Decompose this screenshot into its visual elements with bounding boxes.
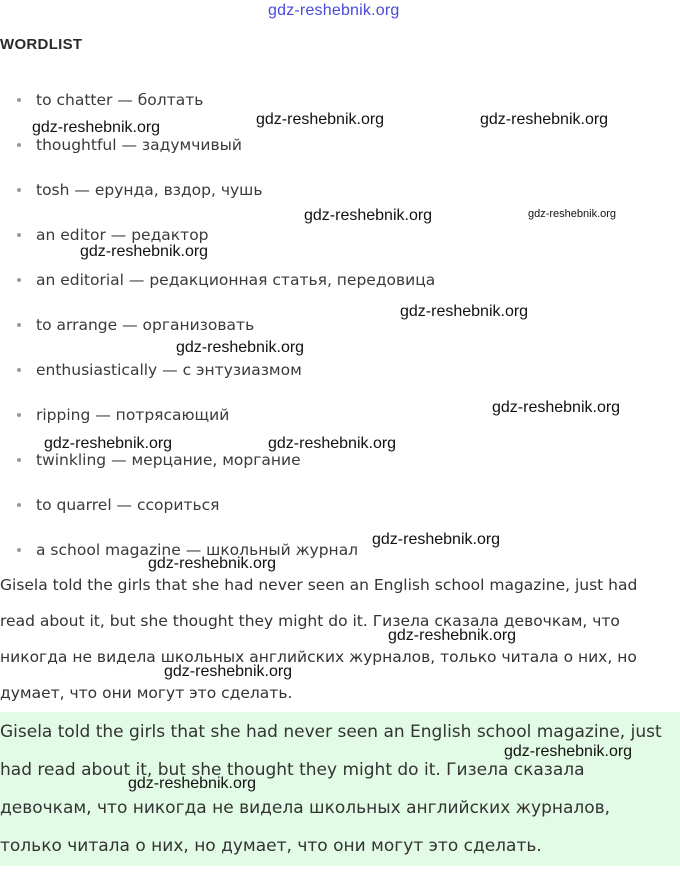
watermark: gdz-reshebnik.org bbox=[256, 111, 385, 128]
wordlist-item-text: twinkling — мерцание, моргание bbox=[36, 451, 301, 469]
watermark: gdz-reshebnik.org bbox=[372, 531, 501, 548]
watermark: gdz-reshebnik.org bbox=[164, 663, 293, 680]
bullet-icon bbox=[17, 548, 21, 552]
watermark: gdz-reshebnik.org bbox=[528, 208, 617, 220]
wordlist-item bbox=[36, 90, 203, 110]
watermark: gdz-reshebnik.org bbox=[388, 627, 517, 644]
wordlist-item-text: to arrange — организовать bbox=[36, 316, 255, 334]
bullet-icon bbox=[17, 503, 21, 507]
paragraph-line: девочкам, что никогда не видела школьных английских журналов, bbox=[0, 798, 611, 818]
bullet-icon bbox=[17, 413, 21, 417]
bullet-icon bbox=[17, 278, 21, 282]
bullet-icon bbox=[17, 143, 21, 147]
site-watermark-link[interactable]: gdz-reshebnik.org bbox=[268, 2, 400, 19]
translation-paragraph bbox=[0, 574, 680, 704]
watermark: gdz-reshebnik.org bbox=[480, 111, 609, 128]
wordlist-heading: WORDLIST bbox=[0, 36, 83, 53]
wordlist-item-text: an editorial — редакционная статья, передовица bbox=[36, 271, 436, 289]
wordlist-item-text: thoughtful — задумчивый bbox=[36, 136, 242, 154]
wordlist-item bbox=[36, 135, 242, 155]
paragraph-line: had read about it, but she thought they might do it. Гизела сказала bbox=[0, 760, 585, 780]
wordlist-item bbox=[36, 450, 301, 470]
wordlist-item bbox=[36, 315, 254, 335]
watermark: gdz-reshebnik.org bbox=[400, 303, 529, 320]
wordlist-item bbox=[36, 180, 262, 200]
watermark: gdz-reshebnik.org bbox=[492, 399, 621, 416]
watermark: gdz-reshebnik.org bbox=[148, 555, 277, 572]
paragraph-line: только читала о них, но думает, что они могут это сделать. bbox=[0, 836, 542, 856]
watermark: gdz-reshebnik.org bbox=[268, 435, 397, 452]
paragraph-line: думает, что они могут это сделать. bbox=[0, 684, 293, 702]
wordlist-item bbox=[36, 405, 229, 425]
wordlist-item-text: to chatter — болтать bbox=[36, 91, 204, 109]
watermark: gdz-reshebnik.org bbox=[176, 339, 305, 356]
watermark: gdz-reshebnik.org bbox=[44, 435, 173, 452]
wordlist-item bbox=[36, 495, 219, 515]
wordlist-item bbox=[36, 270, 435, 290]
paragraph-line: Gisela told the girls that she had never seen an English school magazine, just bbox=[0, 722, 662, 742]
bullet-icon bbox=[17, 233, 21, 237]
bullet-icon bbox=[17, 323, 21, 327]
wordlist-item-text: ripping — потрясающий bbox=[36, 406, 230, 424]
wordlist-item-text: enthusiastically — с энтузиазмом bbox=[36, 361, 302, 379]
wordlist-item bbox=[36, 225, 209, 245]
wordlist-item bbox=[36, 360, 302, 380]
watermark: gdz-reshebnik.org bbox=[128, 775, 257, 792]
bullet-icon bbox=[17, 98, 21, 102]
bullet-icon bbox=[17, 458, 21, 462]
bullet-icon bbox=[17, 368, 21, 372]
watermark: gdz-reshebnik.org bbox=[32, 119, 161, 136]
wordlist-item-text: a school magazine — школьный журнал bbox=[36, 541, 359, 559]
wordlist-item-text: to quarrel — ссориться bbox=[36, 496, 220, 514]
watermark: gdz-reshebnik.org bbox=[80, 243, 209, 260]
paragraph-line: Gisela told the girls that she had never seen an English school magazine, just had bbox=[0, 576, 638, 594]
bullet-icon bbox=[17, 188, 21, 192]
paragraph-line: никогда не видела школьных английских журналов, только читала о них, но bbox=[0, 648, 637, 666]
wordlist-item-text: tosh — ерунда, вздор, чушь bbox=[36, 181, 263, 199]
paragraph-line: read about it, but she thought they might do it. Гизела сказала девочкам, что bbox=[0, 612, 620, 630]
watermark: gdz-reshebnik.org bbox=[304, 207, 433, 224]
watermark: gdz-reshebnik.org bbox=[504, 743, 633, 760]
wordlist-item-text: an editor — редактор bbox=[36, 226, 209, 244]
